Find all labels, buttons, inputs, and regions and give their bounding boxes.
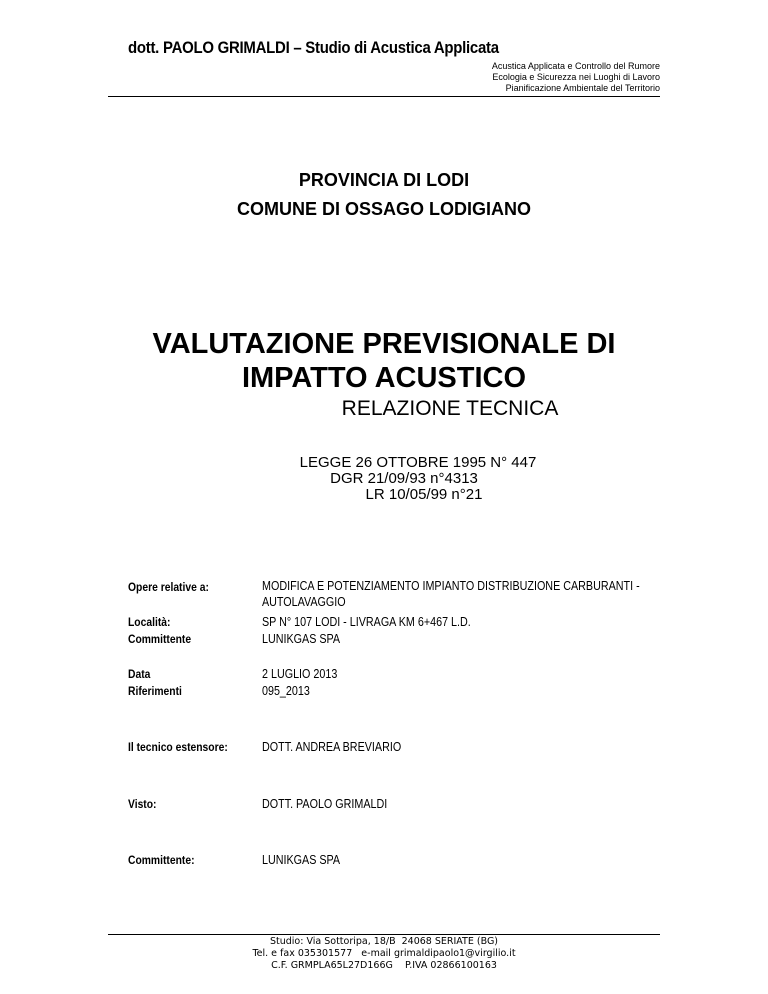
- data-value: 2 LUGLIO 2013: [262, 667, 338, 681]
- document-title-line2: IMPATTO ACUSTICO: [241, 362, 527, 394]
- footer-tax-ids: C.F. GRMPLA65L27D166G P.IVA 02866100163: [271, 960, 497, 971]
- document-subtitle: RELAZIONE TECNICA: [341, 397, 559, 420]
- visto-value: DOTT. PAOLO GRIMALDI: [262, 797, 388, 811]
- law-reference: DGR 21/09/93 n°4313: [330, 470, 478, 487]
- municipality-heading: COMUNE DI OSSAGO LODIGIANO: [236, 199, 531, 219]
- localita-value: SP N° 107 LODI - LIVRAGA KM 6+467 L.D.: [262, 615, 471, 629]
- committente-signature-label: Committente:: [128, 853, 195, 867]
- tecnico-label: Il tecnico estensore:: [128, 740, 228, 754]
- opere-label: Opere relative a:: [128, 580, 209, 594]
- opere-value: MODIFICA E POTENZIAMENTO IMPIANTO DISTRIBUZIONE CARBURANTI - AUTOLAVAGGIO: [262, 579, 640, 609]
- localita-label: Località:: [128, 615, 171, 629]
- committente-signature-value: LUNIKGAS SPA: [262, 853, 341, 867]
- header-service-line: Acustica Applicata e Controllo del Rumore: [491, 61, 660, 71]
- tecnico-value: DOTT. ANDREA BREVIARIO: [262, 740, 402, 754]
- studio-header-title: dott. PAOLO GRIMALDI – Studio di Acustica Applicata: [128, 38, 499, 57]
- visto-label: Visto:: [128, 797, 157, 811]
- province-heading: PROVINCIA DI LODI: [298, 170, 470, 190]
- footer-divider: [108, 934, 660, 935]
- law-reference: LEGGE 26 OTTOBRE 1995 N° 447: [299, 454, 537, 471]
- riferimenti-label: Riferimenti: [128, 684, 182, 698]
- committente-label: Committente: [128, 632, 192, 646]
- riferimenti-value: 095_2013: [262, 684, 310, 698]
- header-service-line: Pianificazione Ambientale del Territorio: [505, 83, 660, 93]
- document-title-line1: VALUTAZIONE PREVISIONALE DI: [152, 328, 616, 360]
- committente-value: LUNIKGAS SPA: [262, 632, 341, 646]
- footer-contact: Tel. e fax 035301577 e-mail grimaldipaolo1@virgilio.it: [252, 948, 516, 959]
- header-service-line: Ecologia e Sicurezza nei Luoghi di Lavoro: [492, 72, 660, 82]
- header-divider: [108, 96, 660, 97]
- data-label: Data: [128, 667, 151, 681]
- footer-address: Studio: Via Sottoripa, 18/B 24068 SERIATE (BG): [269, 936, 499, 947]
- law-reference: LR 10/05/99 n°21: [365, 486, 483, 503]
